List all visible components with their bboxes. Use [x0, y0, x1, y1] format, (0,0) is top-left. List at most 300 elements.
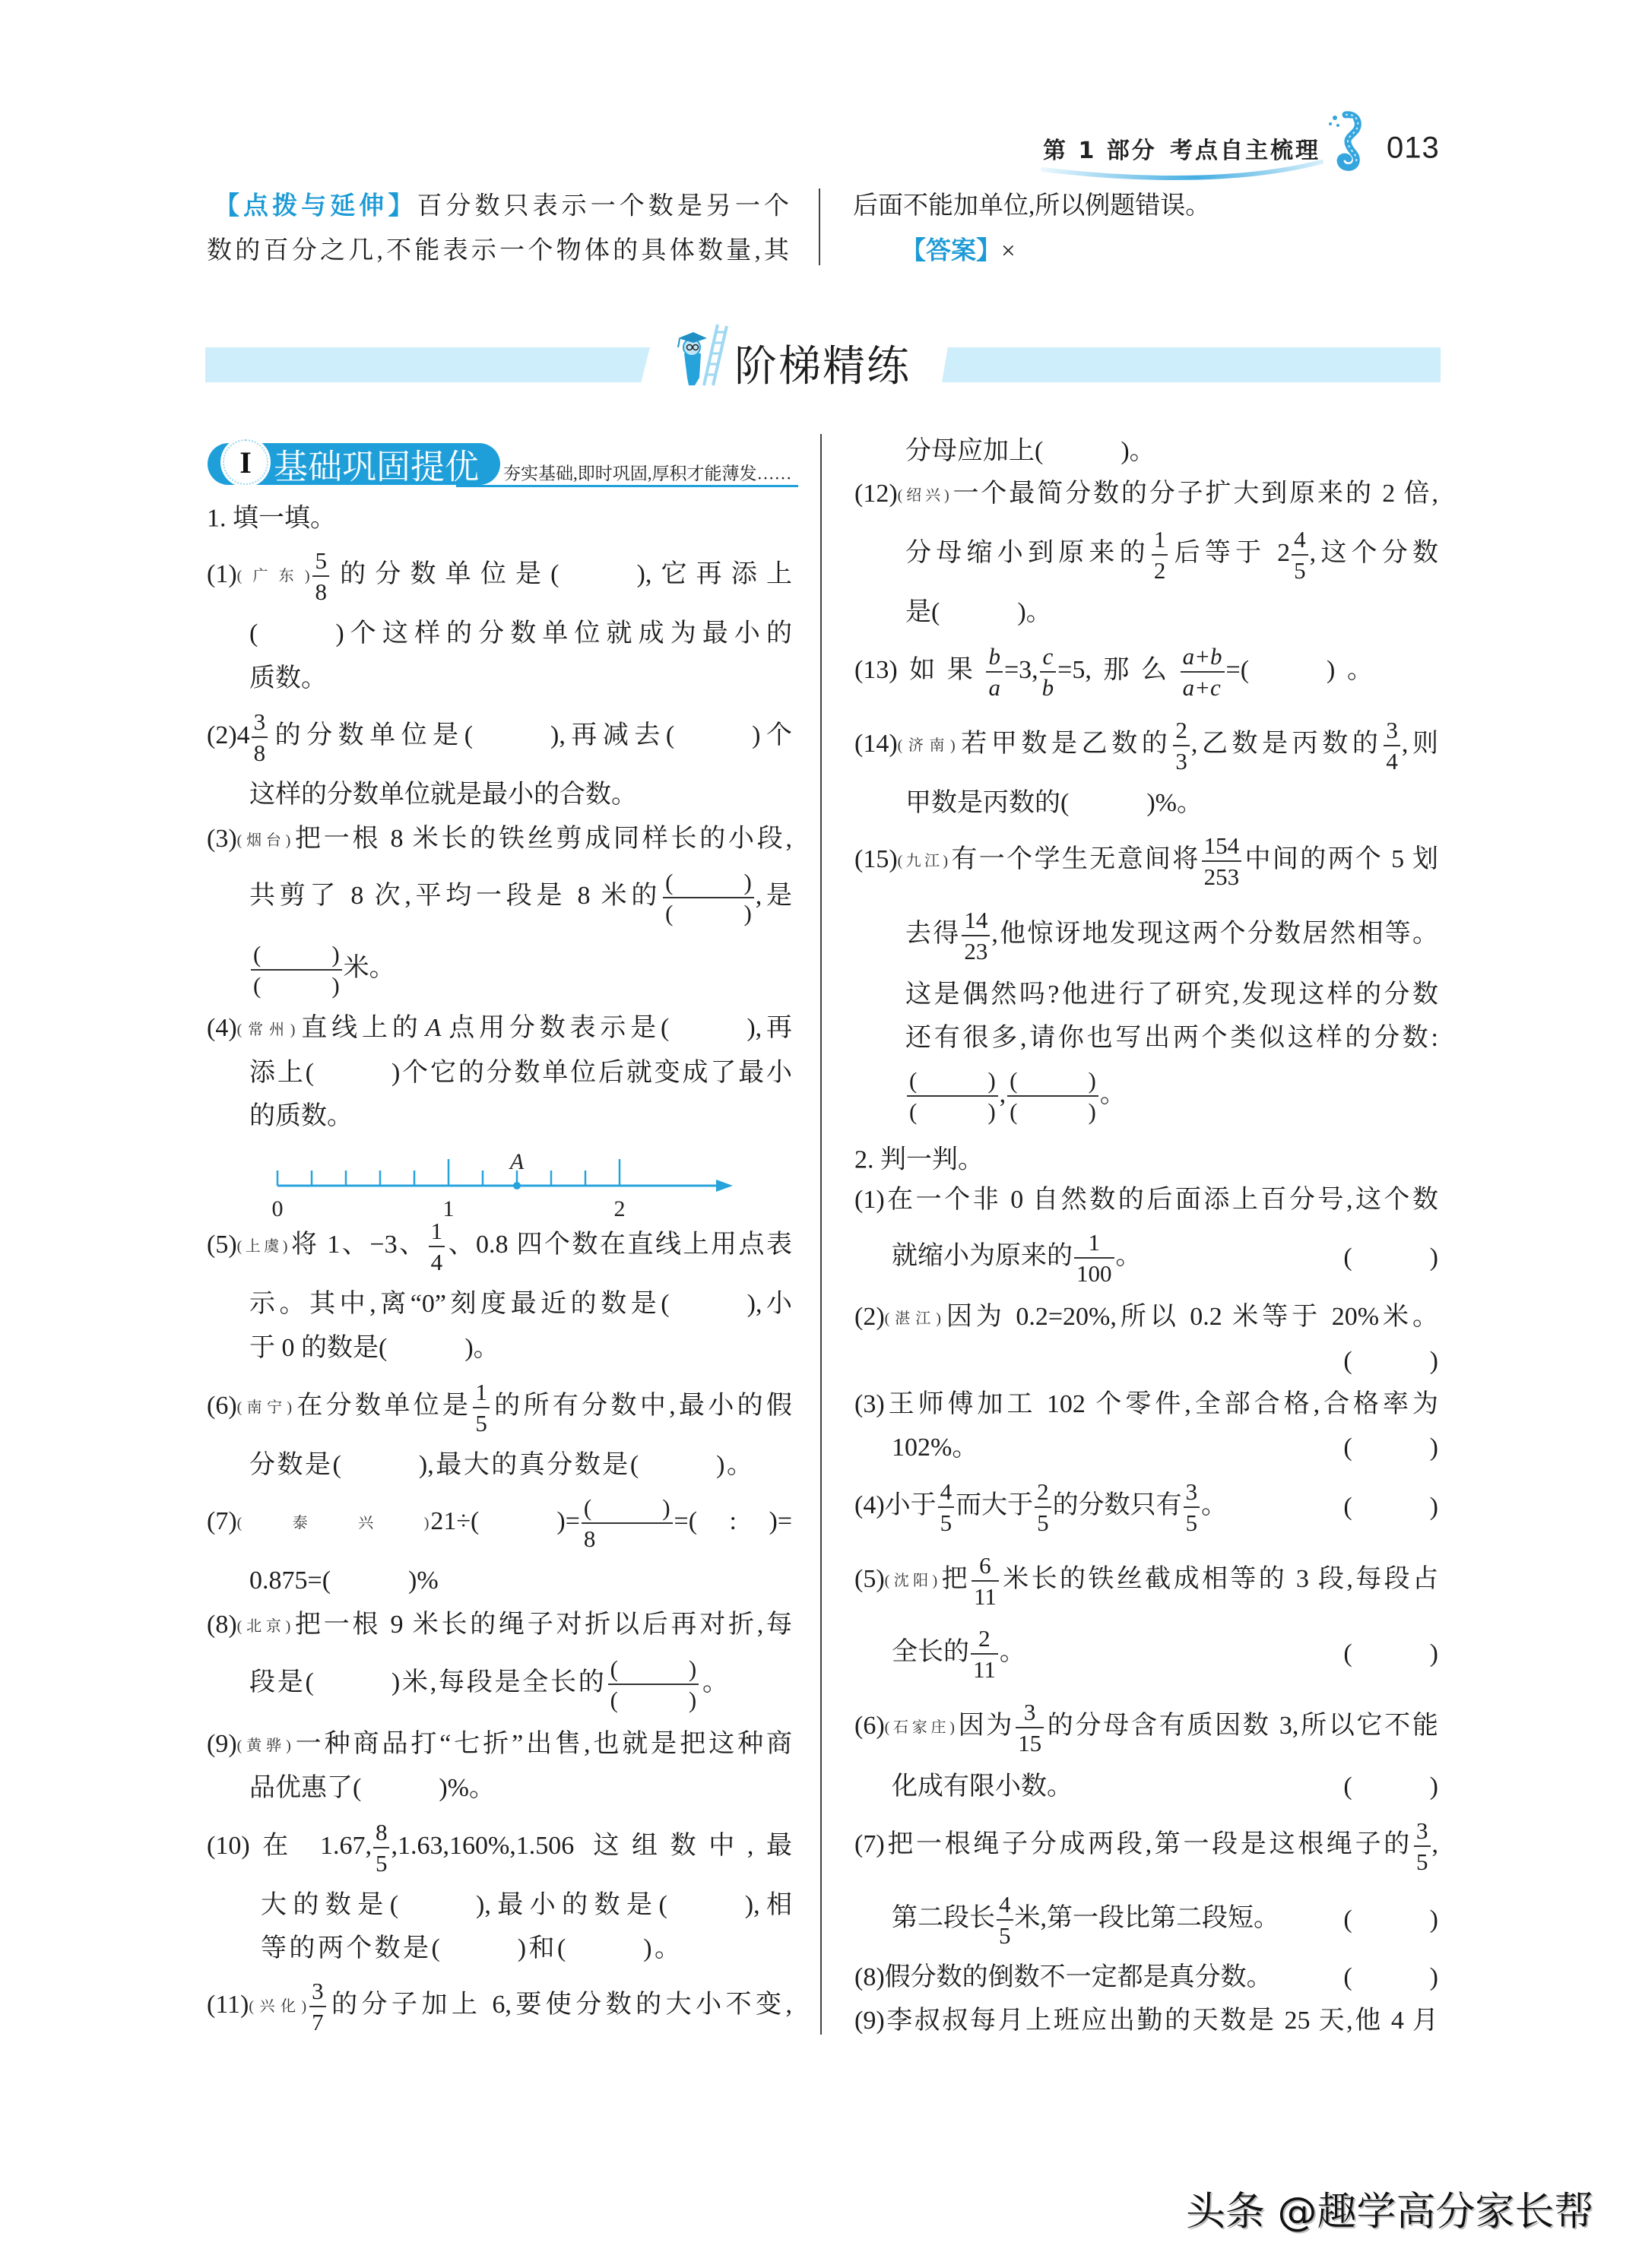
text-segment: (1) — [207, 559, 237, 588]
q4-line-1 — [207, 1012, 792, 1047]
fraction — [312, 549, 329, 603]
q15-line-4 — [905, 1022, 1438, 1055]
j3-line-1 — [854, 1388, 1438, 1421]
fraction-numerator: 1 — [1088, 1229, 1100, 1256]
fraction — [309, 1979, 326, 2034]
fraction — [1074, 1231, 1114, 1285]
section-subtitle: 夯实基础,即时巩固,厚积才能薄发…… — [503, 464, 792, 483]
q15-line-5 — [905, 1069, 1126, 1123]
fraction — [1173, 718, 1190, 773]
text-segment: 。 — [651, 1934, 681, 1962]
fraction-numerator: ( ) — [909, 1067, 996, 1094]
answer-blank: ( ) — [249, 619, 344, 648]
text-segment: 的质数。 — [249, 1102, 353, 1130]
fraction-numerator: 154 — [1203, 832, 1240, 859]
fraction-denominator: 5 — [938, 1506, 955, 1535]
source-region-tag: (济南) — [897, 736, 957, 754]
text-segment: 的分数单位是 — [269, 721, 464, 749]
text-segment: ,是 — [755, 881, 793, 910]
text-segment: (15) — [854, 844, 898, 873]
answer-blank: ( ) — [629, 1451, 725, 1479]
answer-blank: ( ) — [305, 1059, 401, 1087]
q11-line-1 — [207, 1979, 792, 2034]
text-segment: 。 — [700, 1668, 728, 1696]
fraction-numerator: 6 — [979, 1552, 991, 1579]
text-segment: 这样的分数单位就是最小的合数。 — [249, 781, 637, 809]
q10-line-3 — [261, 1932, 680, 1965]
q1-line-3 — [249, 662, 327, 695]
banner-title: 阶梯精练 — [734, 342, 911, 391]
j7-line-1 — [854, 1819, 1438, 1874]
text-segment: 大的数是 — [261, 1891, 390, 1919]
answer-blank: ( ) — [471, 1506, 566, 1535]
fraction — [1007, 1069, 1098, 1123]
text-segment: 品优惠了 — [249, 1774, 353, 1802]
source-region-tag: (兴化) — [249, 1997, 309, 2015]
j9-line-1 — [854, 2004, 1438, 2038]
fraction-numerator: 3 — [1185, 1478, 1198, 1505]
source-region-tag: (南宁) — [236, 1398, 293, 1416]
q15-line-3 — [905, 978, 1438, 1012]
j1-line-1 — [854, 1183, 1438, 1217]
fraction-numerator: 3 — [253, 708, 266, 735]
answer-blank: ( ) — [305, 1668, 401, 1696]
answer-blank: ( ) — [556, 1934, 652, 1962]
tick-label-0: 0 — [271, 1196, 284, 1221]
fraction — [1035, 1480, 1051, 1535]
fraction-denominator: 15 — [1016, 1727, 1044, 1755]
text-segment: (2)4 — [207, 721, 250, 749]
fraction — [971, 1627, 998, 1681]
fraction — [972, 1554, 999, 1608]
judgment-answer-blank: ( ) — [1343, 1243, 1438, 1272]
answer-blank: ( : ) — [688, 1506, 778, 1535]
text-segment: 个这样的分数单位就成为最小的 — [344, 619, 792, 648]
text-segment: 因为 — [956, 1711, 1015, 1740]
fraction-numerator: 2 — [978, 1625, 991, 1652]
fraction-denominator: 4 — [429, 1246, 445, 1274]
answer-blank: ( ) — [931, 598, 1026, 626]
text-segment: =3, — [1003, 655, 1038, 684]
fraction-numerator: 3 — [1416, 1817, 1428, 1844]
text-segment: = — [1225, 655, 1241, 684]
text-segment: 米,第一段比第二段短。 — [1014, 1903, 1279, 1932]
text-segment: 后面不能加单位,所以例题错误。 — [853, 192, 1211, 220]
seahorse-icon — [1323, 110, 1370, 171]
j5-line-2 — [892, 1627, 1438, 1681]
text-segment: ,他惊讶地发现这两个分数居然相等。 — [991, 919, 1439, 948]
text-segment: 将 1、−3、 — [289, 1230, 427, 1259]
text-segment: (5) — [207, 1230, 237, 1259]
text-segment: %。 — [1155, 789, 1203, 817]
q8-line-2 — [249, 1657, 728, 1712]
text-segment: (11) — [207, 1990, 249, 2019]
text-segment: 。 — [473, 1334, 499, 1362]
fraction-numerator: 1 — [430, 1218, 443, 1244]
fraction-numerator: 1 — [475, 1379, 487, 1405]
q3-line-3 — [249, 942, 395, 997]
ladder-student-icon — [664, 323, 728, 387]
source-region-tag: (黄骅) — [236, 1737, 293, 1754]
text-segment: 的所有分数中,最小的假 — [490, 1391, 793, 1420]
fraction — [1016, 1700, 1044, 1755]
fraction-numerator: 2 — [1037, 1478, 1049, 1505]
fraction — [252, 710, 268, 765]
text-segment: (4) — [207, 1014, 237, 1042]
tick-label-1: 1 — [442, 1196, 455, 1221]
text-segment: 把一根 9 米长的绳子对折以后再对折,每 — [292, 1611, 792, 1639]
column-divider — [820, 434, 822, 2035]
fraction — [473, 1380, 490, 1435]
text-segment: ,它再添上 — [645, 559, 793, 588]
source-region-tag: (沈阳) — [884, 1572, 940, 1589]
text-segment: ,再 — [755, 1014, 792, 1042]
text-segment: 、0.8 四个数在直线上用点表 — [446, 1230, 792, 1259]
section-numeral: I — [223, 439, 268, 485]
banner-bar-right — [942, 347, 1441, 382]
text-segment: 这是偶然吗?他进行了研究,发现这样的分数 — [905, 980, 1438, 1009]
text-segment: (9)李叔叔每月上班应出勤的天数是 25 天,他 4 月 — [854, 2007, 1438, 2035]
answer-blank: ( ) — [464, 721, 559, 749]
text-segment: 还有很多,请你也写出两个类似这样的分数: — [905, 1024, 1438, 1052]
fraction-denominator: 5 — [1414, 1845, 1431, 1874]
fraction-numerator: ( ) — [610, 1655, 697, 1682]
text-segment: 的分子加上 6,要使分数的大小不变, — [327, 1990, 792, 2019]
fraction-numerator: c — [1042, 643, 1054, 670]
text-segment: 若甲数是乙数的 — [956, 729, 1172, 758]
text-segment: = — [565, 1506, 580, 1535]
q13-line-1 — [854, 645, 1373, 699]
text-segment: 个 — [760, 721, 793, 749]
fraction-denominator: 8 — [252, 736, 268, 765]
text-segment: 于 0 的数是 — [249, 1334, 379, 1362]
text-segment: 的分数单位是 — [330, 559, 551, 588]
tip-line-3 — [853, 189, 1210, 223]
answer-blank: ( ) — [332, 1451, 428, 1479]
j1-line-2 — [892, 1231, 1438, 1285]
fraction-numerator: 4 — [1294, 526, 1306, 553]
text-segment: 是 — [905, 598, 931, 626]
q7-line-2 — [249, 1564, 439, 1598]
text-segment: 。 — [999, 1637, 1025, 1666]
fraction-numerator: 3 — [312, 1978, 324, 2004]
fraction-denominator: ( ) — [1007, 1095, 1098, 1123]
q4-line-2 — [249, 1056, 792, 1090]
text-segment: 后等于 2 — [1169, 538, 1291, 567]
q8-line-1 — [207, 1608, 792, 1643]
j3-line-2 — [892, 1431, 1438, 1465]
fraction — [251, 942, 342, 997]
j4-line-1 — [854, 1480, 1438, 1535]
fraction-numerator: b — [988, 643, 1000, 670]
text-segment: 有一个学生无意间将 — [949, 844, 1200, 873]
fraction — [1202, 834, 1242, 889]
j2-line-2 — [854, 1345, 1438, 1378]
text-segment: 分母应加上 — [905, 437, 1035, 465]
fraction-numerator: ( ) — [665, 869, 752, 895]
text-segment: 。 — [724, 1451, 753, 1479]
fraction — [938, 1480, 955, 1535]
text-segment: 21÷ — [430, 1506, 471, 1535]
text-segment: 数的百分之几,不能表示一个物体的具体数量,其 — [207, 237, 789, 264]
text-segment: 甲数是丙数的 — [905, 789, 1060, 817]
text-segment: 中间的两个 5 划 — [1243, 844, 1439, 873]
text-segment: (2) — [854, 1303, 885, 1331]
q5-line-2 — [249, 1288, 792, 1321]
text-segment: (9) — [207, 1730, 237, 1758]
text-segment: (3)王师傅加工 102 个零件,全部合格,合格率为 — [854, 1390, 1438, 1418]
fraction — [1292, 527, 1308, 582]
fraction — [907, 1069, 998, 1123]
text-segment: 把一根 8 米长的铁丝剪成同样长的小段, — [292, 825, 792, 853]
text-segment: 因为 0.2=20%,所以 0.2 米等于 20%米。 — [942, 1303, 1438, 1331]
fraction-numerator: ( ) — [1010, 1067, 1096, 1094]
text-segment: 的分母含有质因数 3,所以它不能 — [1045, 1711, 1438, 1740]
q14-line-1 — [854, 718, 1438, 773]
fraction — [582, 1496, 673, 1551]
text-segment: 直线上的 — [296, 1014, 423, 1042]
j6-line-1 — [854, 1700, 1438, 1755]
fraction — [663, 870, 754, 925]
fraction-numerator: 4 — [940, 1478, 953, 1505]
number-line — [258, 1140, 745, 1224]
q12-line-2 — [905, 527, 1438, 582]
source-region-tag: (绍兴) — [897, 487, 951, 504]
q2-line-2 — [249, 778, 637, 812]
text-segment: 分数是 — [249, 1451, 333, 1479]
fill-heading: 1. 填一填。 — [207, 504, 336, 533]
fraction — [1184, 1480, 1200, 1535]
fraction-denominator: 11 — [971, 1653, 998, 1681]
source-region-tag: (九江) — [897, 852, 950, 870]
text-segment: 去得 — [905, 919, 961, 948]
q11-line-2 — [905, 435, 1155, 468]
tick-label-2: 2 — [613, 1196, 626, 1221]
text-segment: ,则 — [1401, 729, 1439, 758]
tip-line-1 — [214, 189, 789, 223]
text-segment: 米长的铁丝截成相等的 3 段,每段占 — [1000, 1564, 1439, 1593]
text-segment: (7) — [207, 1506, 237, 1535]
text-segment: 段是 — [249, 1668, 306, 1696]
answer-blank: ( ) — [389, 1891, 485, 1919]
q4-line-3 — [249, 1100, 353, 1133]
fraction-denominator: ( ) — [251, 969, 342, 997]
answer-blank: ( ) — [1035, 437, 1130, 465]
text-segment: = — [674, 1506, 689, 1535]
text-segment: , — [999, 1079, 1006, 1108]
text-segment: ,小 — [755, 1290, 792, 1318]
judgment-answer-blank: ( ) — [1343, 1347, 1438, 1375]
text-segment: ,再减去 — [559, 721, 666, 749]
answer-blank: ( ) — [661, 1290, 756, 1318]
fraction-denominator: 5 — [373, 1847, 390, 1875]
number-line-ticks — [277, 1159, 620, 1186]
j2-line-1 — [854, 1300, 1438, 1335]
answer-blank: ( ) — [379, 1334, 474, 1362]
text-segment: 。 — [1201, 1490, 1228, 1519]
answer-blank: ( ) — [658, 1891, 754, 1919]
q1-line-2 — [249, 617, 792, 651]
answer-blank: ( ) — [550, 559, 645, 588]
column-divider-top — [819, 188, 820, 265]
q10-line-1 — [207, 1820, 792, 1875]
arrow-head-icon — [716, 1180, 733, 1192]
text-segment: 添上 — [249, 1059, 306, 1087]
text-segment: %。 — [447, 1774, 495, 1802]
text-segment: (14) — [854, 729, 898, 758]
judgment-answer-blank: ( ) — [1343, 1905, 1438, 1934]
answer-blank: ( ) — [431, 1934, 527, 1962]
header-part: 第 1 部分 — [1043, 138, 1157, 164]
text-segment: 米。 — [343, 953, 395, 982]
fraction-numerator: 8 — [375, 1819, 388, 1845]
q15-line-1 — [854, 834, 1438, 889]
text-segment: 质数。 — [249, 664, 327, 692]
text-segment: 。 — [1335, 655, 1373, 684]
fraction-denominator: 11 — [972, 1580, 999, 1608]
text-segment: 和 — [526, 1934, 557, 1962]
fraction-denominator: a — [986, 671, 1003, 699]
q12-line-3 — [905, 596, 1052, 629]
q9-line-2 — [249, 1772, 495, 1805]
text-segment: 。 — [1129, 437, 1155, 465]
text-segment: 第二段长 — [892, 1903, 995, 1932]
fraction-numerator: 2 — [1175, 717, 1187, 743]
text-segment: (7)把一根绳子分成两段,第一段是这根绳子的 — [854, 1829, 1412, 1858]
text-segment: (12) — [854, 480, 898, 508]
text-segment: % — [417, 1566, 439, 1595]
fraction-numerator: 3 — [1386, 717, 1398, 743]
j6-line-2 — [892, 1770, 1438, 1804]
fraction — [962, 908, 990, 963]
fraction-denominator: 5 — [473, 1407, 490, 1435]
fraction — [1040, 645, 1057, 699]
judgment-answer-blank: ( ) — [1343, 1493, 1438, 1521]
fraction-denominator: 100 — [1074, 1257, 1114, 1285]
text-segment: 一个最简分数的分子扩大到原来的 2 倍, — [950, 480, 1438, 508]
answer-blank: ( ) — [1240, 655, 1336, 684]
tip-label: 【点拨与延伸】 — [214, 190, 417, 220]
source-region-tag: (广东) — [236, 567, 312, 584]
text-segment: (5) — [854, 1564, 885, 1593]
fraction-numerator: ( ) — [583, 1494, 670, 1521]
text-segment: =5,那么 — [1057, 655, 1179, 684]
judgment-answer-blank: ( ) — [1343, 1772, 1438, 1801]
fraction-denominator: a+c — [1181, 671, 1225, 699]
q14-line-2 — [905, 787, 1203, 820]
fraction-numerator: 14 — [964, 907, 988, 933]
source-region-tag: (上虞) — [236, 1237, 290, 1255]
q6-line-2 — [249, 1449, 753, 1482]
fraction-numerator: 4 — [999, 1891, 1011, 1918]
q2-line-1 — [207, 710, 792, 765]
judgment-answer-blank: ( ) — [1343, 1639, 1438, 1668]
source-region-tag: (烟台) — [236, 832, 293, 849]
header-swoosh — [1034, 156, 1330, 186]
q12-line-1 — [854, 477, 1438, 512]
q10-line-2 — [261, 1889, 792, 1922]
text-segment: (8)假分数的倒数不一定都是真分数。 — [854, 1963, 1273, 1991]
source-region-tag: (石家庄) — [884, 1718, 956, 1736]
source-region-tag: (湛江) — [884, 1310, 943, 1327]
text-segment: ,1.63,160%,1.506 这组数中,最 — [391, 1831, 792, 1860]
text-segment: = — [777, 1506, 792, 1535]
q3-line-1 — [207, 822, 792, 857]
text-segment: 分母缩小到原来的 — [905, 538, 1150, 567]
fraction — [986, 645, 1003, 699]
text-segment: × — [1001, 237, 1016, 265]
fraction-denominator: ( ) — [663, 897, 754, 925]
fraction — [429, 1219, 445, 1274]
text-segment: 个它的分数单位后就变成了最小 — [400, 1059, 793, 1087]
text-segment: (13)如果 — [854, 655, 985, 684]
section-underline — [456, 485, 798, 487]
text-segment: (1)在一个非 0 自然数的后面添上百分号,这个数 — [854, 1186, 1438, 1214]
fraction-numerator: a+b — [1182, 643, 1222, 670]
tip-line-2 — [207, 234, 789, 268]
q6-line-1 — [207, 1380, 792, 1435]
judgment-answer-blank: ( ) — [1343, 1433, 1438, 1462]
text-segment: (10)在 1.67, — [207, 1831, 372, 1860]
text-segment: 。 — [1115, 1241, 1142, 1270]
fraction — [1181, 645, 1225, 699]
fraction-denominator: 4 — [1384, 745, 1400, 773]
q7-line-1 — [207, 1496, 792, 1551]
answer-line — [901, 234, 1016, 268]
fraction-denominator: ( ) — [907, 1095, 998, 1123]
answer-blank: ( ) — [665, 721, 761, 749]
fraction-denominator: 3 — [1173, 745, 1190, 773]
fraction — [1152, 527, 1168, 582]
page-number: 013 — [1387, 131, 1440, 165]
text-segment: 化成有限小数。 — [892, 1772, 1073, 1801]
banner-bar-left — [205, 347, 650, 382]
text-segment: 在分数单位是 — [293, 1391, 472, 1420]
text-segment: (4)小于 — [854, 1490, 937, 1519]
judgment-answer-blank: ( ) — [1343, 1963, 1438, 1991]
text-segment: 共剪了 8 次,平均一段是 8 米的 — [249, 881, 662, 910]
fraction-denominator: 2 — [1152, 554, 1168, 582]
text-segment: 示。其中,离“0”刻度最近的数是 — [249, 1290, 661, 1318]
fraction — [373, 1820, 390, 1875]
text-segment: ,这个分数 — [1309, 538, 1439, 567]
text-segment: 就缩小为原来的 — [892, 1241, 1073, 1270]
j7-line-2 — [892, 1893, 1438, 1947]
point-a-label: A — [509, 1149, 525, 1174]
q3-line-2 — [249, 870, 792, 925]
text-segment: (3) — [207, 825, 237, 853]
text-segment: (6) — [207, 1391, 237, 1420]
text-segment: 。 — [1025, 598, 1052, 626]
fraction-denominator: b — [1040, 671, 1057, 699]
fraction-denominator: 5 — [1292, 554, 1308, 582]
fraction — [1384, 718, 1400, 773]
q5-line-1 — [207, 1219, 792, 1274]
fraction — [1414, 1819, 1431, 1874]
j5-line-1 — [854, 1554, 1438, 1608]
fraction-numerator: 5 — [315, 547, 327, 574]
fraction — [608, 1657, 699, 1712]
q15-line-2 — [905, 908, 1438, 963]
fraction-denominator: 23 — [962, 935, 990, 963]
fraction-denominator: ( ) — [608, 1684, 699, 1712]
text-segment: 一种商品打“七折”出售,也就是把这种商 — [292, 1730, 792, 1758]
text-segment: , — [1431, 1829, 1438, 1858]
q5-line-3 — [249, 1332, 499, 1365]
text-segment: 0.875= — [249, 1566, 322, 1595]
text-segment: 等的两个数是 — [261, 1934, 432, 1962]
text-segment: ,最大的真分数是 — [427, 1451, 630, 1479]
